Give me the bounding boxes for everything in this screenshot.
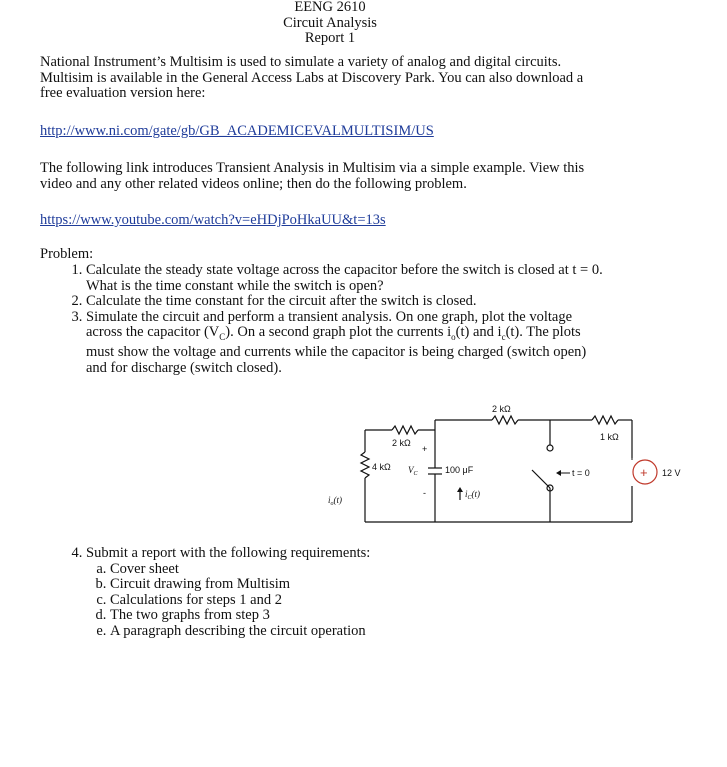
problem-steps xyxy=(38,263,686,376)
step-3-line-3: must show the voltage and currents while the capacitor is being charged (switch open) xyxy=(86,344,587,361)
video-paragraph xyxy=(40,161,584,192)
resistor-4k xyxy=(361,452,369,478)
step-2 xyxy=(86,294,686,310)
step-3-line-1: 3. Simulate the circuit and perform a transient analysis. On one graph, plot the voltage xyxy=(86,308,573,325)
list-item: d. The two graphs from step 3 xyxy=(110,608,370,624)
report-requirements xyxy=(62,546,370,639)
course-code: EENG 2610 xyxy=(294,0,366,15)
intro-line-2: Multisim is available in the General Access Labs at Discovery Park. You can also download a xyxy=(40,69,584,86)
step-1-line-1: 1. Calculate the steady state voltage across the capacitor before the switch is closed at t = 0. xyxy=(86,262,603,278)
youtube-link[interactable]: https://www.youtube.com/watch?v=eHDjPoHkaUU&t=13s xyxy=(40,212,386,228)
problem-heading: Problem: xyxy=(40,246,94,262)
intro-paragraph xyxy=(40,55,583,102)
video-line-1: The following link introduces Transient Analysis in Multisim via a simple example. View this xyxy=(40,160,585,176)
list-item: e. A paragraph describing the circuit operation xyxy=(110,624,370,640)
label-vc: $V_C$ xyxy=(408,465,418,477)
multisim-link[interactable]: http://www.ni.com/gate/gb/GB_ACADEMICEVALMULTISIM/US xyxy=(40,123,434,139)
label-r-top-right: 1 kΩ xyxy=(600,432,619,442)
step-2-text: Calculate the time constant for the circuit after the switch is closed. xyxy=(86,293,477,309)
step-3-line-2 xyxy=(86,325,686,345)
step-1 xyxy=(86,263,686,294)
step-3-ic-sub: c xyxy=(501,331,506,342)
label-r-top-left: 2 kΩ xyxy=(392,438,411,448)
step-3-line-4: and for discharge (switch closed). xyxy=(86,359,282,376)
step-4-text: Submit a report with the following requirements: xyxy=(86,545,371,561)
label-io: $i_o(t)$ xyxy=(328,495,343,507)
intro-line-1: National Instrument’s Multisim is used to simulate a variety of analog and digital circuits. xyxy=(40,54,562,70)
list-item: a. Cover sheet xyxy=(110,562,370,578)
step-3-text-c: (t) and i xyxy=(455,324,502,340)
step-3-vc-sub: C xyxy=(219,331,226,342)
circuit-diagram xyxy=(320,400,700,535)
resistor-1k xyxy=(592,416,618,424)
step-3-io-sub: o xyxy=(451,331,456,342)
list-item: c. Calculations for steps 1 and 2 xyxy=(110,593,370,609)
label-switch: t = 0 xyxy=(572,468,590,478)
document-header xyxy=(0,0,660,47)
label-r-top-mid: 2 kΩ xyxy=(492,404,511,414)
intro-line-3: free evaluation version here: xyxy=(40,85,206,101)
label-r-left: 4 kΩ xyxy=(372,462,391,472)
video-line-2: video and any other related videos online; then do the following problem. xyxy=(40,175,467,192)
switch-contact-top xyxy=(547,445,553,451)
report-title: Report 1 xyxy=(304,30,356,46)
list-item: b. Circuit drawing from Multisim xyxy=(110,577,370,593)
label-capacitor: 100 μF xyxy=(445,465,474,475)
step-3-text-a: across the capacitor (V xyxy=(86,324,220,340)
label-vc-plus: + xyxy=(422,444,428,454)
label-source: 12 V xyxy=(662,468,681,478)
step-3-text-d: (t). The plots xyxy=(505,324,581,340)
source-plus-sign: + xyxy=(640,465,648,480)
resistor-2k-left xyxy=(392,426,418,434)
requirement-sublist xyxy=(86,562,370,640)
step-3 xyxy=(86,310,686,377)
step-4 xyxy=(86,546,370,639)
label-ic: $i_C(t)$ xyxy=(465,489,481,501)
step-1-line-2: What is the time constant while the switch is open? xyxy=(86,277,384,294)
switch-blade xyxy=(532,470,550,488)
label-vc-minus: - xyxy=(423,488,426,498)
resistor-2k-mid xyxy=(492,416,518,424)
course-title: Circuit Analysis xyxy=(283,14,377,31)
step-3-text-b: ). On a second graph plot the currents i xyxy=(225,324,452,340)
